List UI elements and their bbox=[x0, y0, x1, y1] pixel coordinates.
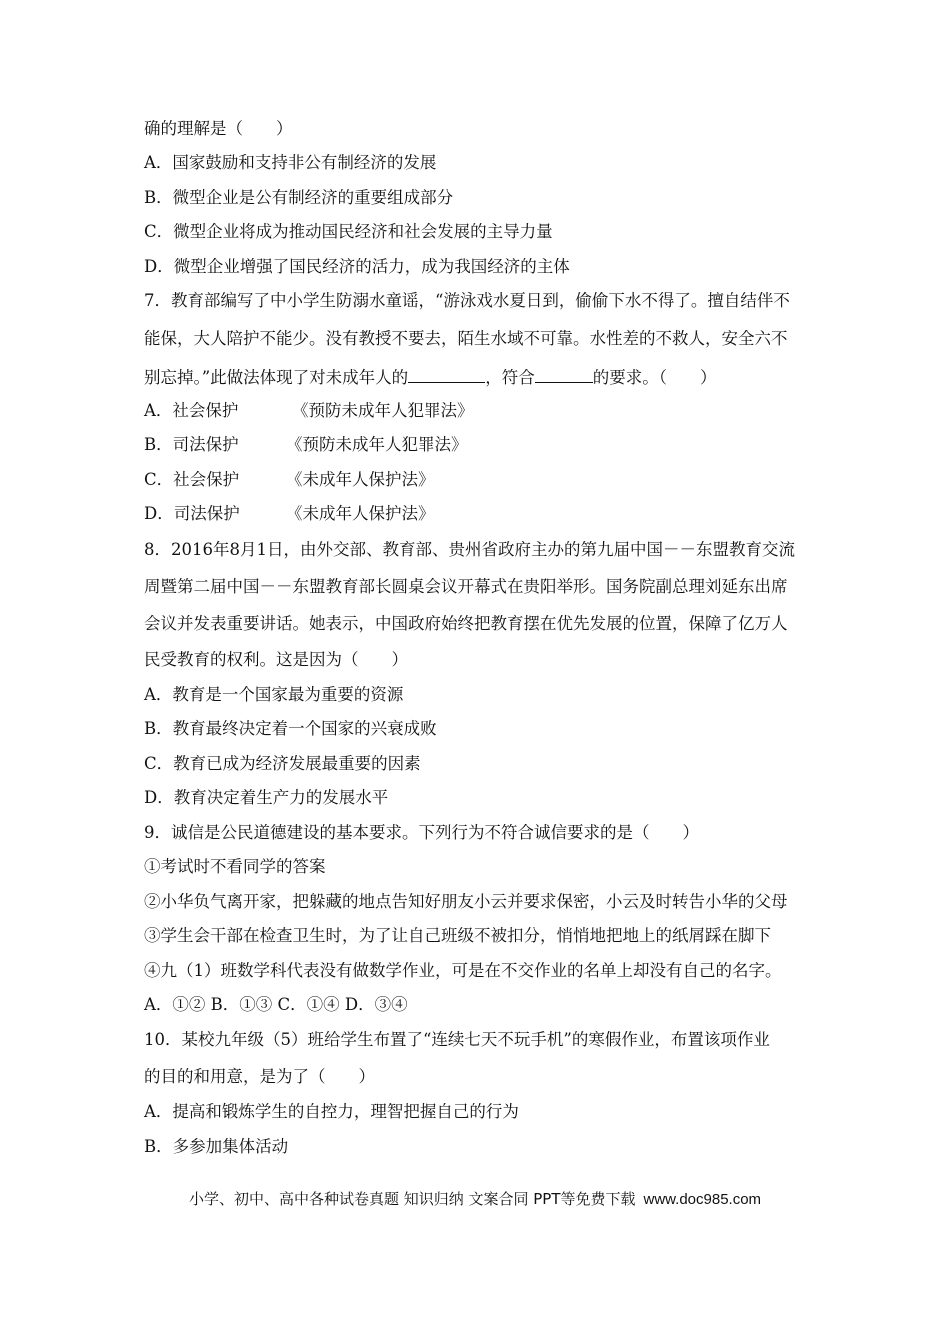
question-6-tail: 确的理解是（ ） bbox=[144, 119, 293, 138]
question-9-item-2: ②小华负气离开家，把躲藏的地点告知好朋友小云并要求保密，小云及时转告小华的父母 bbox=[144, 892, 788, 911]
question-8-option-c: C．教育已成为经济发展最重要的因素 bbox=[144, 754, 421, 773]
question-6-option-b: B．微型企业是公有制经济的重要组成部分 bbox=[144, 188, 454, 207]
question-10-option-b: B．多参加集体活动 bbox=[144, 1137, 289, 1156]
footer-url: www.doc985.com bbox=[643, 1191, 762, 1208]
question-7-option-c: C．社会保护 《未成年人保护法》 bbox=[144, 470, 435, 489]
question-7-option-d: D．司法保护 《未成年人保护法》 bbox=[144, 504, 435, 523]
question-8-stem-line-4: 民受教育的权利。这是因为（ ） bbox=[144, 650, 408, 669]
answer-blank-2 bbox=[535, 366, 593, 383]
question-7-stem-pre: 别忘掉。”此做法体现了对未成年人的 bbox=[144, 368, 409, 387]
question-10-stem-line-1: 10．某校九年级（5）班给学生布置了“连续七天不玩手机”的寒假作业，布置该项作业 bbox=[144, 1030, 770, 1049]
question-8-option-b: B．教育最终决定着一个国家的兴衰成败 bbox=[144, 719, 437, 738]
question-7-stem-line-3 bbox=[144, 366, 820, 388]
question-8-option-d: D．教育决定着生产力的发展水平 bbox=[144, 788, 389, 807]
question-7-stem-post: 的要求。（ ） bbox=[592, 368, 717, 387]
question-9-options: A．①② B．①③ C．①④ D．③④ bbox=[144, 995, 408, 1014]
footer-text: 小学、初中、高中各种试卷真题 知识归纳 文案合同 PPT等免费下载 bbox=[188, 1190, 636, 1208]
question-7-stem-mid: ，符合 bbox=[485, 368, 535, 387]
question-6-option-c: C．微型企业将成为推动国民经济和社会发展的主导力量 bbox=[144, 222, 553, 241]
question-8-stem-line-2: 周暨第二届中国－－东盟教育部长圆桌会议开幕式在贵阳举形。国务院副总理刘延东出席 bbox=[144, 577, 788, 596]
question-9-item-1: ①考试时不看同学的答案 bbox=[144, 857, 326, 876]
question-6-option-d: D．微型企业增强了国民经济的活力，成为我国经济的主体 bbox=[144, 257, 570, 276]
question-9-item-4: ④九（1）班数学科代表没有做数学作业，可是在不交作业的名单上却没有自己的名字。 bbox=[144, 961, 782, 980]
page-footer bbox=[0, 1189, 950, 1210]
question-8-stem-line-1: 8．2016年8月1日，由外交部、教育部、贵州省政府主办的第九届中国－－东盟教育交流 bbox=[144, 540, 795, 559]
question-6-option-a: A．国家鼓励和支持非公有制经济的发展 bbox=[144, 153, 437, 172]
question-7-stem-line-1: 7．教育部编写了中小学生防溺水童谣，“游泳戏水夏日到，偷偷下水不得了。擅自结伴不 bbox=[144, 291, 790, 310]
question-9-item-3: ③学生会干部在检查卫生时，为了让自己班级不被扣分，悄悄地把地上的纸屑踩在脚下 bbox=[144, 926, 771, 945]
question-7-option-a: A．社会保护 《预防未成年人犯罪法》 bbox=[144, 401, 474, 420]
question-9-stem: 9．诚信是公民道德建设的基本要求。下列行为不符合诚信要求的是（ ） bbox=[144, 823, 699, 842]
question-8-option-a: A．教育是一个国家最为重要的资源 bbox=[144, 685, 404, 704]
question-10-stem-line-2: 的目的和用意，是为了（ ） bbox=[144, 1067, 375, 1086]
answer-blank-1 bbox=[408, 366, 485, 383]
question-10-option-a: A．提高和锻炼学生的自控力，理智把握自己的行为 bbox=[144, 1102, 519, 1121]
question-7-stem-line-2: 能保，大人陪护不能少。没有教授不要去，陌生水域不可靠。水性差的不救人，安全六不 bbox=[144, 329, 788, 348]
question-7-option-b: B．司法保护 《预防未成年人犯罪法》 bbox=[144, 435, 468, 454]
question-8-stem-line-3: 会议并发表重要讲话。她表示，中国政府始终把教育摆在优先发展的位置，保障了亿万人 bbox=[144, 614, 788, 633]
